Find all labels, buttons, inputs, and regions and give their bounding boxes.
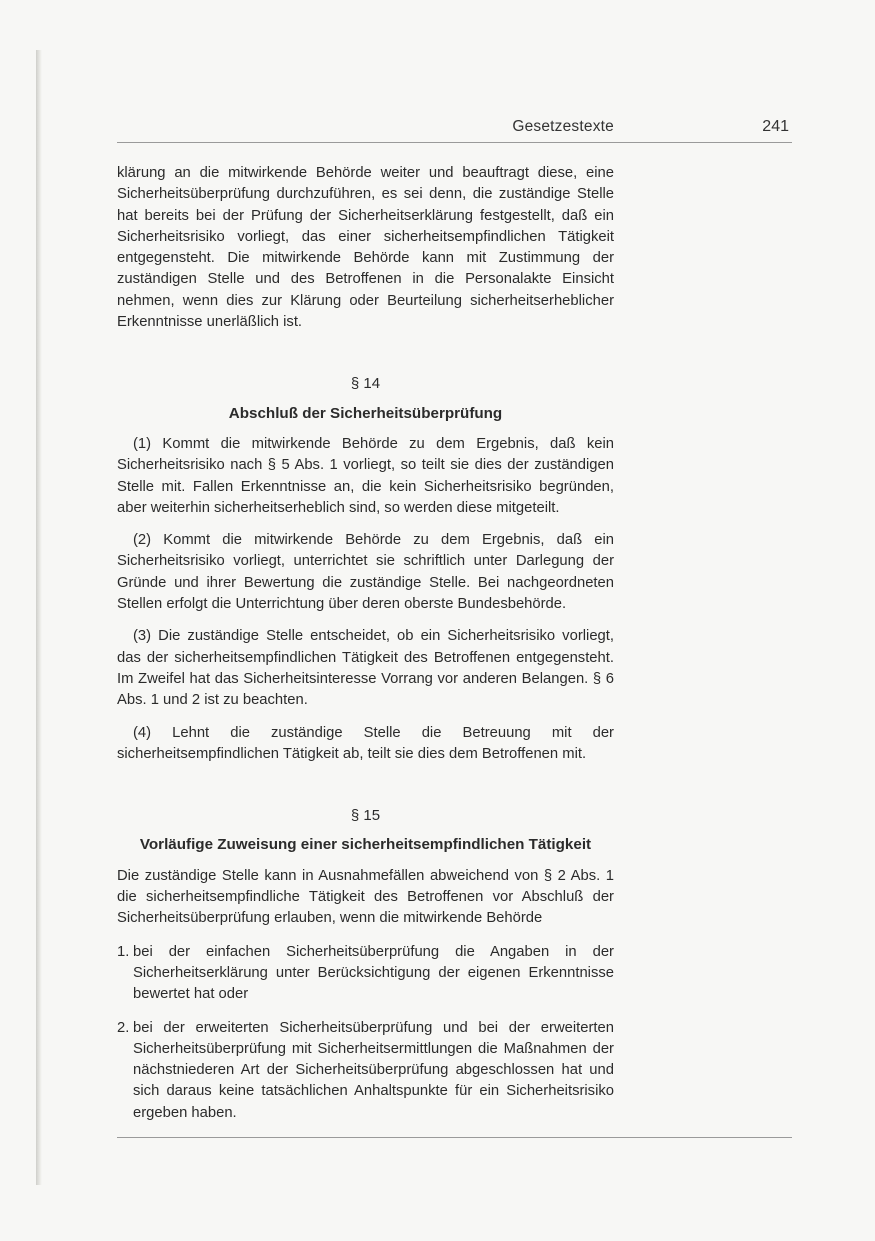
- section-14-paragraph-2: (2) Kommt die mitwirkende Behörde zu dem Ergebnis, daß ein Sicherheitsrisiko vorliegt, unterrichtet sie schriftlich unter Darlegung der Gründe und ihrer Bewertung die zuständige Stelle. Bei nachgeordneten Stellen erfolgt die Unterrichtung über deren oberste Bundesbehörde.: [117, 532, 614, 613]
- footer-rule: [117, 1137, 792, 1138]
- section-15-sign: § 15: [350, 807, 381, 825]
- list-item: [117, 1018, 614, 1124]
- intro-paragraph: klärung an die mitwirkende Behörde weiter und beauftragt diese, eine Sicherheitsüberprüfung durchzuführen, es sei denn, die zuständige Stelle hat bereits bei der Prüfung der Sicherheitserklärung festgestellt, daß ein Sicherheitsrisiko vorliegt, das einer sicherheitsempfindlichen Tätigkeit entgegensteht. Die mitwirkende Behörde kann mit Zustimmung der zuständigen Stelle und des Betroffenen in die Personalakte Einsicht nehmen, wenn dies zur Klärung oder Beurteilung sicherheitserheblicher Erkenntnisse unerläßlich ist.: [117, 165, 614, 331]
- section-15-title: Vorläufige Zuweisung einer sicherheitsempfindlichen Tätigkeit: [139, 836, 592, 854]
- running-title: Gesetzestexte: [512, 118, 614, 135]
- page-number: 241: [762, 118, 789, 135]
- header-rule: [117, 142, 792, 143]
- list-item-number: 2.: [117, 1019, 130, 1036]
- page-header: [117, 118, 792, 142]
- section-14-paragraph-1: (1) Kommt die mitwirkende Behörde zu dem Ergebnis, daß kein Sicherheitsrisiko nach § 5 Abs. 1 vorliegt, so teilt sie dies der zuständigen Stelle mit. Fallen Erkenntnisse an, die kein Sicherheitsrisiko begründen, aber weiterhin sicherheitserheblich sind, so werden diese mitgeteilt.: [117, 435, 614, 516]
- section-14-title: Abschluß der Sicherheitsüberprüfung: [228, 404, 503, 422]
- list-item: [117, 942, 614, 1006]
- list-item-text: bei der erweiterten Sicherheitsüberprüfung und bei der erweiterten Sicherheitsüberprüfung mit Sicherheitsermittlungen die Maßnahmen der nächstniederen Art der Sicherheitsüberprüfung abgeschlossen hat und sich daraus keine tatsächlichen Anhaltspunkte für ein Sicherheitsrisiko ergeben haben.: [133, 1019, 614, 1121]
- section-14-paragraph-3: (3) Die zuständige Stelle entscheidet, ob ein Sicherheitsrisiko vorliegt, das der sicherheitsempfindlichen Tätigkeit des Betroffenen entgegensteht. Im Zweifel hat das Sicherheitsinteresse Vorrang vor anderen Belangen. § 6 Abs. 1 und 2 ist zu beachten.: [117, 628, 614, 709]
- section-14-paragraph-4: (4) Lehnt die zuständige Stelle die Betreuung mit der sicherheitsempfindlichen Tätigkeit ab, teilt sie dies dem Betroffenen mit.: [117, 724, 614, 762]
- section-14-sign: § 14: [350, 375, 381, 393]
- page-body: [117, 163, 614, 1124]
- list-item-number: 1.: [117, 943, 130, 960]
- section-15-intro: Die zuständige Stelle kann in Ausnahmefällen abweichend von § 2 Abs. 1 die sicherheitsempfindliche Tätigkeit des Betroffenen vor Abschluß der Sicherheitsüberprüfung erlauben, wenn die mitwirkende Behörde: [117, 867, 614, 927]
- list-item-text: bei der einfachen Sicherheitsüberprüfung die Angaben in der Sicherheitserklärung unter Berücksichtigung der eigenen Erkenntnisse bewertet hat oder: [133, 943, 614, 1003]
- scan-shadow-edge: [36, 50, 42, 1185]
